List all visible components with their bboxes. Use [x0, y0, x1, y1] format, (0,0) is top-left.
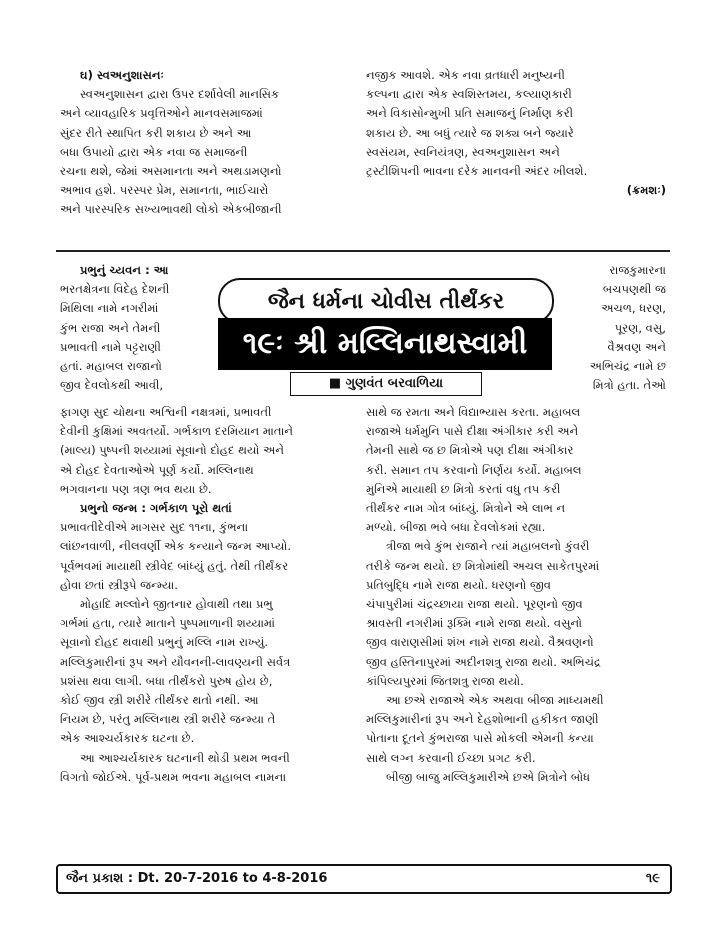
- paragraph-line: શ્રાવસ્તી નગરીમાં રૂક્મિ નામે રાજા થયો. વસુનો: [366, 616, 583, 631]
- subheading-line: પ્રભુનો જન્મ : ગર્ભકાળ પૂરો થતાં: [80, 501, 232, 516]
- paragraph-line: સ્વઅનુશાસન દ્વારા ઉપર દર્શાવેલી માનસિક: [80, 87, 280, 102]
- paragraph-line: ચંપાપુરીમાં ચંદ્રચ્છાયા રાજા થયો. પૂરણનો જીવ: [366, 597, 583, 612]
- subheading-inline: પ્રભુનું ચ્યવન : આ: [80, 263, 169, 277]
- section-heading: ઘ) સ્વઅનુશાસનઃ: [80, 68, 164, 82]
- paragraph-line: નિયમ છે, પરંતુ મલ્લિનાથ સ્ત્રી શરીરે જન્મ્યા તે: [60, 712, 276, 727]
- paragraph-line: પૂરણ, વસુ,: [614, 320, 666, 335]
- paragraph-line: બધા ઉપાયો દ્વારા એક નવા જ સમાજની: [60, 144, 248, 159]
- paragraph-line: પ્રભાવતી નામે પટ્ટરાણી: [60, 339, 161, 354]
- paragraph-line: કાંપિલ્યપુરમાં જિતશત્રુ રાજા થયો.: [366, 673, 524, 688]
- paragraph-line: તીર્થંકર નામ ગોત્ર બાંધ્યું. મિત્રોને એ લાભ ન: [366, 501, 566, 516]
- paragraph-line: મિથિલા નામે નગરીમાં: [60, 301, 159, 316]
- paragraph-line: મલ્લિકુમારીનાં રૂપ અને દેહશોભાની હકીકત જાણી: [366, 712, 599, 727]
- paragraph-line: એ દોહદ દેવતાઓએ પૂર્ણ કર્યો. મલ્લિનાથ: [60, 462, 254, 477]
- paragraph-line: વૈશ્રવણ અને: [607, 339, 666, 354]
- paragraph-line: મલ્લિકુમારીનાં રૂપ અને યૌવનની-લાવણ્યની સર્વત્ર: [60, 654, 291, 669]
- paragraph-line: તેમની સાથે જ છ મિત્રોએ પણ દીક્ષા અંગીકાર: [366, 443, 574, 458]
- paragraph-line: વિગતો જોઈએ. પૂર્વ-પ્રથમ ભવના મહાબલ નામના: [60, 769, 287, 784]
- paragraph-line: (માલ્ય) પુષ્પની શય્યામાં સૂવાનો દોહદ થયો અને: [60, 443, 284, 458]
- paragraph-line: મળ્યો. બીજા ભવે બધા દેવલોકમાં રહ્યા.: [366, 520, 546, 535]
- paragraph-line: ત્રીજા ભવે કુંભ રાજાને ત્યાં મહાબલનો કુંવરી: [386, 539, 590, 554]
- paragraph-line: નજીક આવશે. એક નવા વ્રતધારી મનુષ્યની: [366, 68, 565, 82]
- paragraph-line: સૂવાનો દોહદ થવાથી પ્રભુનું મલ્લિ નામ રાખ્યું.: [60, 635, 269, 650]
- paragraph-line: અને વ્યાવહારિક પ્રવૃત્તિઓને માનવસમાજમાં: [60, 106, 263, 121]
- main-right-column: [366, 403, 666, 787]
- top-right-column: [366, 66, 666, 200]
- paragraph-line: જીવ વારાણસીમાં શંખ નામે રાજા થયો. વૈશ્રવણનો: [366, 635, 594, 650]
- series-title: જૈન ધર્મના ચોવીસ તીર્થંકર: [218, 278, 554, 324]
- paragraph-line: પોતાના દૂતને કુંભરાજા પાસે મોકલી એમની કન્યા: [366, 731, 594, 746]
- section-divider: [56, 250, 670, 252]
- paragraph-line: સ્વસંયમ, સ્વનિયંત્રણ, સ્વઅનુશાસન અને: [366, 144, 560, 159]
- paragraph-line: કોઈ જીવ સ્ત્રી શરીરે તીર્થંકર થતો નથી. આ: [60, 693, 259, 708]
- paragraph-line: [60, 261, 212, 280]
- main-left-column: [60, 403, 358, 787]
- paragraph-line: બીજી બાજુ મલ્લિકુમારીએ છએ મિત્રોને બોધ: [386, 769, 591, 784]
- paragraph-line: પ્રતિબુદ્ધિ નામે રાજા થયો. ધરણનો જીવ: [366, 577, 551, 592]
- publication-date-label: જૈન પ્રકાશ : Dt. 20-7-2016 to 4-8-2016: [66, 871, 328, 886]
- paragraph-line: પ્રભાવતીદેવીએ માગસર સુદ ૧૧ના, કુંભના: [60, 520, 249, 535]
- paragraph-line: ભરતક્ષેત્રના વિદેહ દેશની: [60, 282, 170, 297]
- paragraph-line: હતાં. મહાબલ રાજાનો: [60, 359, 162, 374]
- wrap-left-column: [60, 261, 212, 395]
- paragraph-line: અને પારસ્પરિક સખ્યભાવથી લોકો એકબીજાની: [60, 202, 282, 217]
- paragraph-line: અચળ, ધરણ,: [601, 301, 666, 316]
- paragraph-line: જીવ હસ્તિનાપુરમાં અદીનશત્રુ રાજા થયો. અભિચંદ્ર: [366, 654, 601, 669]
- paragraph-line: મોહાદિ મલ્લોને જીતનાર હોવાથી તથા પ્રભુ: [80, 597, 273, 612]
- top-left-column: [60, 66, 358, 220]
- paragraph-line: કુંભ રાજા અને તેમની: [60, 320, 161, 335]
- paragraph-line: અભાવ હશે. પરસ્પર પ્રેમ, સમાનતા, ભાઈચારો: [60, 183, 269, 198]
- paragraph-line: મિત્રો હતા. તેઓ: [592, 378, 666, 393]
- paragraph-line: ભગવાનના પણ ત્રણ ભવ થયા છે.: [60, 481, 212, 496]
- paragraph-line: રચના થશે, જેમાં અસમાનતા અને અથડામણનો: [60, 164, 282, 179]
- page-footer: [56, 864, 672, 894]
- paragraph-line: બચપણથી જ: [602, 282, 666, 297]
- paragraph-line: સુંદર રીતે સ્થાપિત કરી શકાય છે અને આ: [60, 125, 252, 140]
- paragraph-line: આ છએ રાજાએ એક અથવા બીજા માધ્યમથી: [386, 693, 604, 708]
- paragraph-line: ગર્ભમાં હતા, ત્યારે માતાને પુષ્પમાળાની શય્યામાં: [60, 616, 275, 631]
- paragraph-line: લાંછનવાળી, નીલવર્ણી એક કન્યાને જન્મ આપ્યો.: [60, 539, 292, 554]
- continued-label: (ક્રમશઃ): [626, 183, 666, 198]
- paragraph-line: આ આશ્ચર્યકારક ઘટનાની થોડી પ્રથમ ભવની: [80, 750, 290, 765]
- paragraph-line: ટ્રસ્ટીશિપની ભાવના દરેક માનવની અંદર ખીલશે.: [366, 164, 588, 179]
- paragraph-line: સાથે જ રમતા અને વિદ્યાભ્યાસ કરતા. મહાબલ: [366, 405, 581, 419]
- page-number: ૧૯: [645, 871, 660, 886]
- paragraph-line: સાથે લગ્ન કરવાની ઈચ્છા પ્રગટ કરી.: [366, 750, 536, 765]
- paragraph-line: પ્રશંસા થવા લાગી. બધા તીર્થંકરો પુરુષ હોય છે,: [60, 673, 273, 688]
- author-byline: ■ ગુણવંત બરવાળિયા: [290, 372, 482, 396]
- paragraph-line: જીવ દેવલોકથી આવી,: [60, 378, 164, 393]
- paragraph-line: અભિચંદ્ર નામે છ: [589, 359, 666, 374]
- paragraph-line: મુનિએ માયાથી છ મિત્રો કરતાં વધુ તપ કરી: [366, 481, 561, 496]
- paragraph-line: રાજાએ ધર્મમુનિ પાસે દીક્ષા અંગીકાર કરી અને: [366, 424, 579, 439]
- paragraph-line: કરી. સમાન તપ કરવાનો નિર્ણય કર્યો. મહાબલ: [366, 462, 582, 477]
- paragraph-line: ફાગણ સુદ ચોથના અશ્વિની નક્ષત્રમાં, પ્રભાવતી: [60, 405, 272, 419]
- paragraph-line: શકાય છે. આ બધું ત્યારે જ શક્ય બને જ્યારે: [366, 125, 574, 140]
- paragraph-line: હોવા છતાં સ્ત્રીરૂપે જન્મ્યા.: [60, 577, 178, 592]
- wrap-right-column: [558, 261, 666, 395]
- article-title-box: [218, 268, 552, 402]
- paragraph-line: તરીકે જન્મ થયો. છ મિત્રોમાંથી અચલ સાકેતપુરમાં: [366, 558, 600, 573]
- paragraph-line: દેવીની કુક્ષિમાં અવતર્યો. ગર્ભકાળ દરમિયાન માતાને: [60, 424, 294, 439]
- paragraph-line: અને વિકાસોન્મુખી પ્રતિ સમાજનું નિર્માણ કરી: [366, 106, 574, 121]
- paragraph-line: પૂર્વભવમાં માયાથી સ્ત્રીવેદ બાંધ્યું હતું. તેથી તીર્થંકર: [60, 558, 289, 573]
- paragraph-line: રાજકુમારના: [609, 263, 666, 277]
- article-title: ૧૯ઃ શ્રી મલ્લિનાથસ્વામી: [218, 318, 552, 370]
- paragraph-line: કલ્પના દ્વારા એક સ્વશિસ્તમય, કલ્યાણકારી: [366, 87, 572, 102]
- paragraph-line: એક આશ્ચર્યકારક ઘટના છે.: [60, 731, 195, 746]
